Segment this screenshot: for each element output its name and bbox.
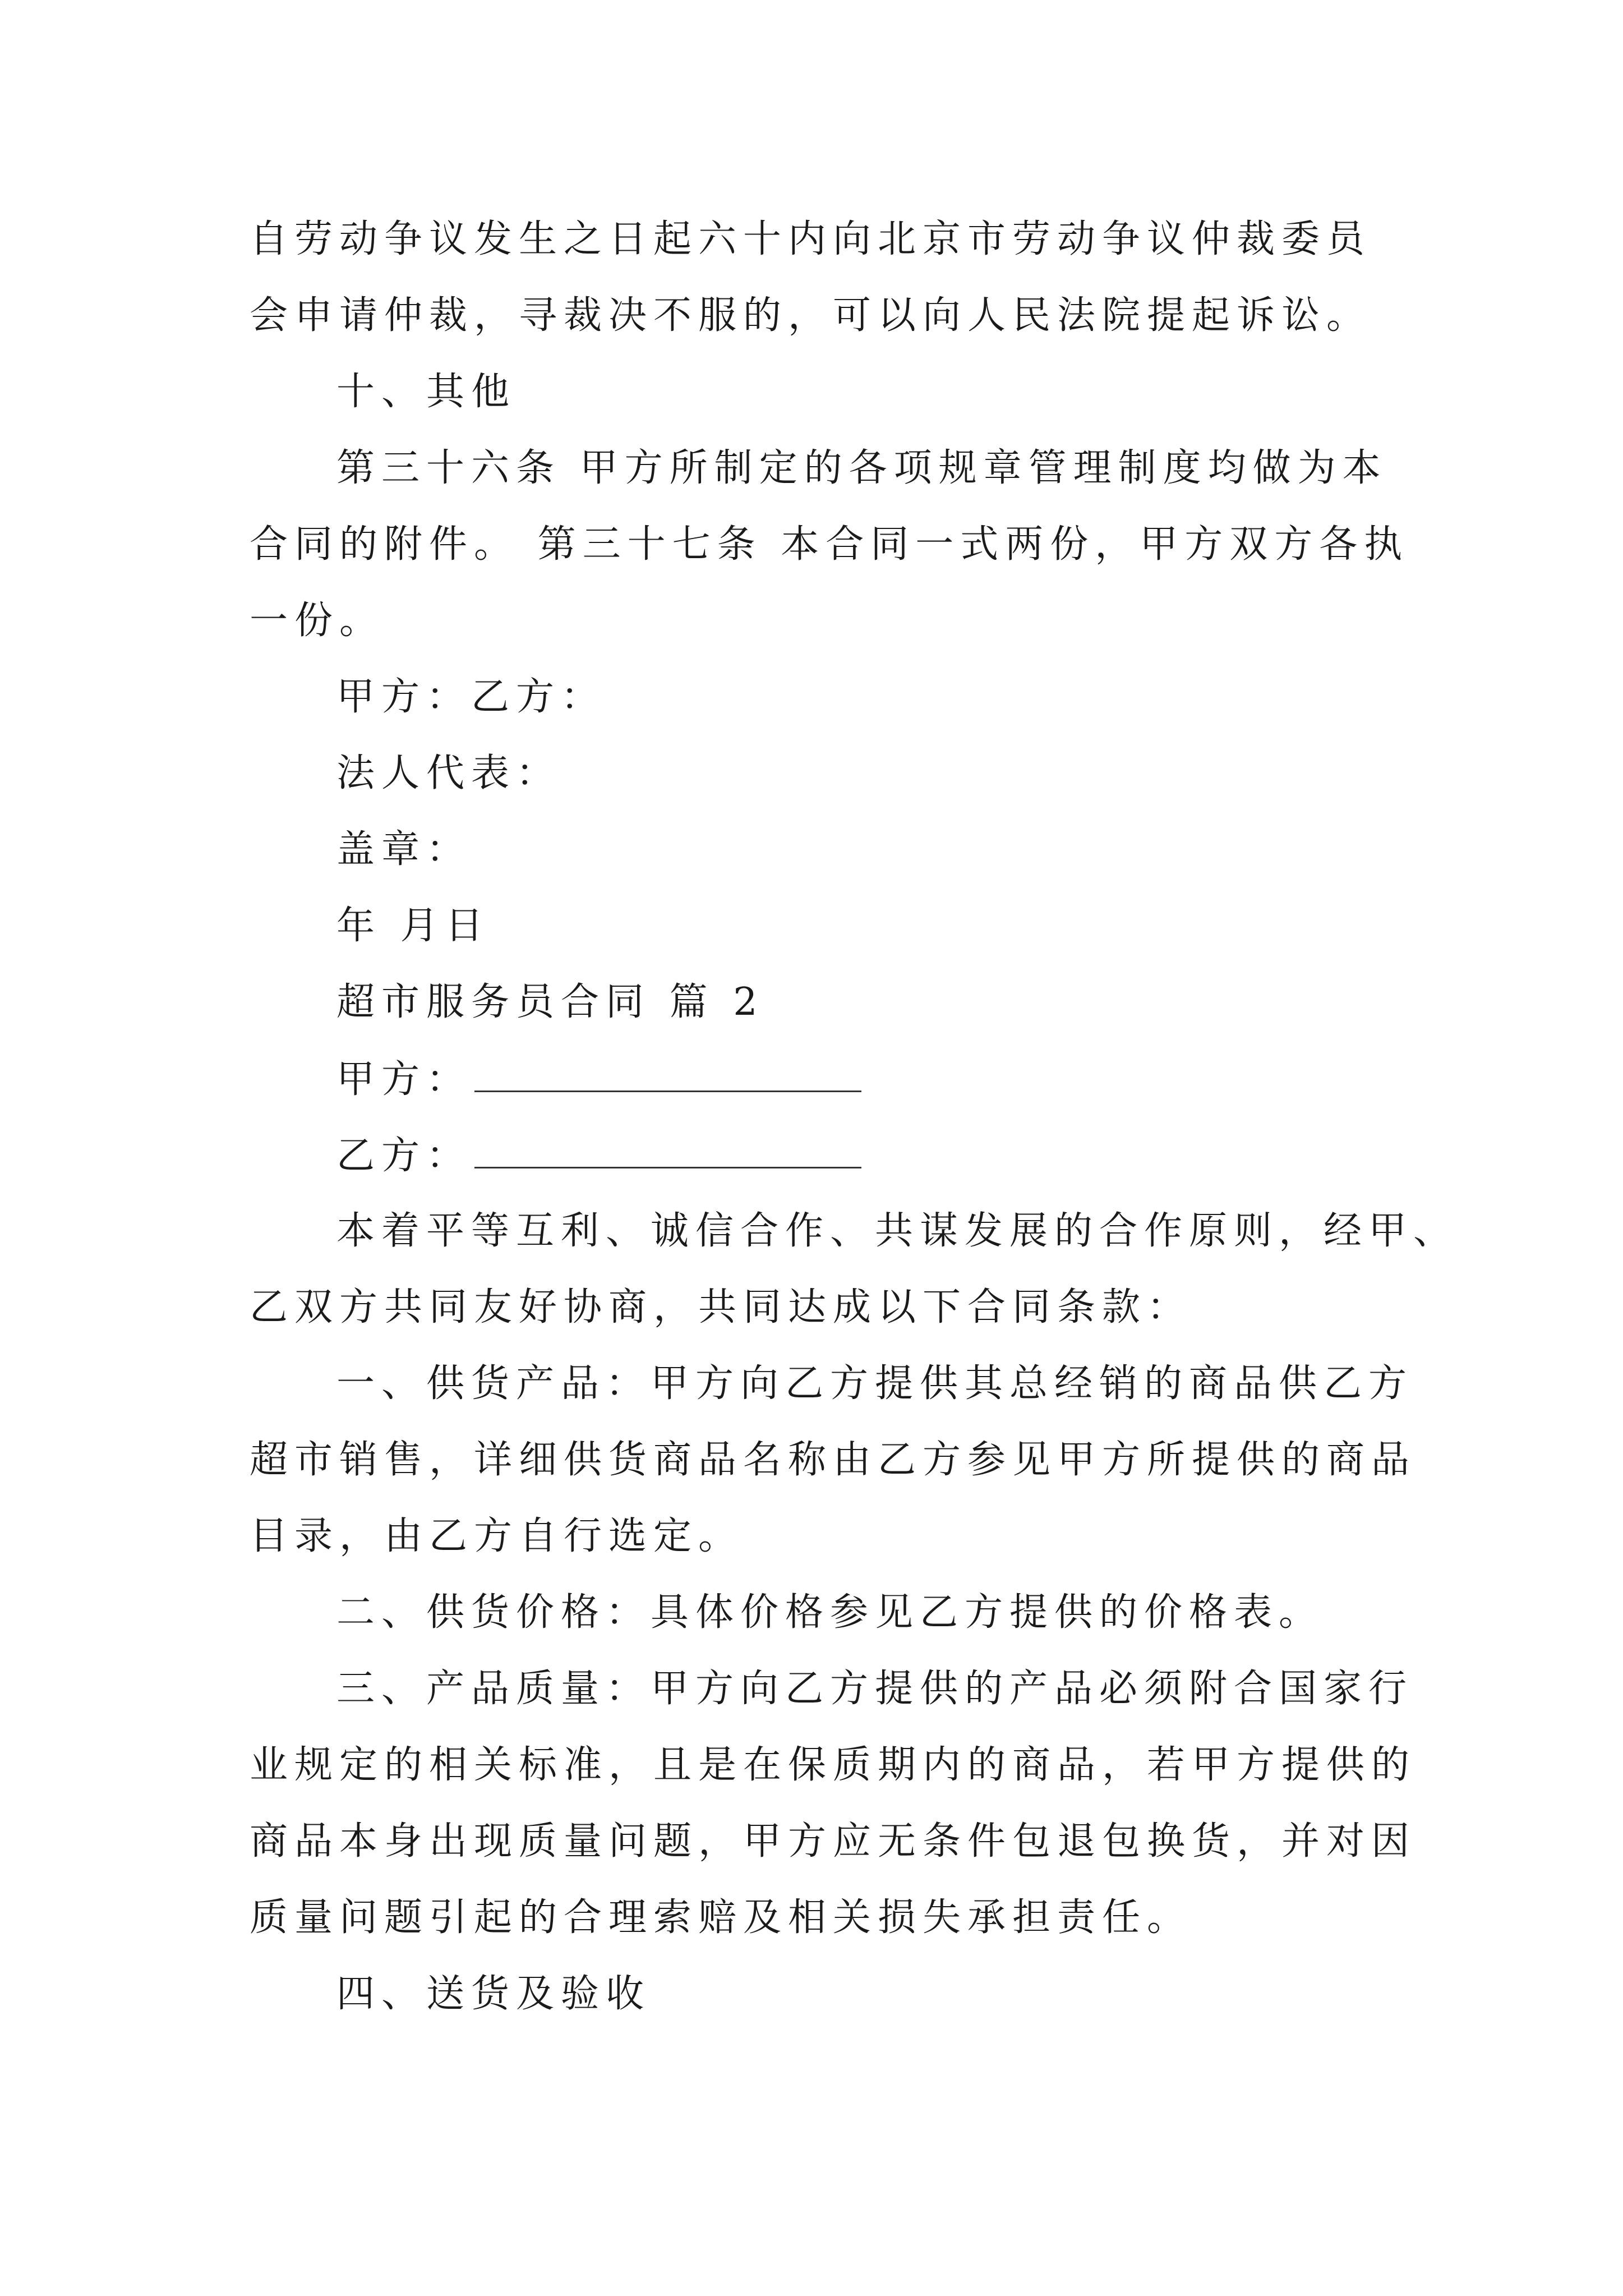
party-b-line: [336, 1130, 861, 1181]
paragraph-line: 一份。: [250, 599, 385, 643]
clause-line: 业规定的相关标准，且是在保质期内的商品，若甲方提供的: [250, 1743, 1417, 1787]
clause-heading: 四、送货及验收: [336, 1972, 651, 2016]
party-b-blank: [474, 1130, 861, 1168]
contract-title: 超市服务员合同 篇 2: [336, 980, 764, 1024]
paragraph-line: 本着平等互利、诚信合作、共谋发展的合作原则，经甲、: [336, 1209, 1459, 1253]
clause-line: 质量问题引起的合理索赔及相关损失承担责任。: [250, 1895, 1192, 1940]
party-a-line: [336, 1053, 861, 1105]
signature-line: 盖章：: [336, 827, 472, 872]
clause-line: 超市销售，详细供货商品名称由乙方参见甲方所提供的商品: [250, 1438, 1417, 1482]
clause-line: 一、供货产品：甲方向乙方提供其总经销的商品供乙方: [336, 1361, 1414, 1406]
paragraph-line: 自劳动争议发生之日起六十内向北京市劳动争议仲裁委员: [250, 217, 1372, 261]
signature-line: 甲方：乙方：: [336, 675, 606, 719]
paragraph-line: 合同的附件。 第三十七条 本合同一式两份，甲方双方各执: [250, 522, 1409, 567]
clause-line: 商品本身出现质量问题，甲方应无条件包退包换货，并对因: [250, 1819, 1417, 1864]
clause-line: 三、产品质量：甲方向乙方提供的产品必须附合国家行: [336, 1667, 1414, 1711]
section-heading: 十、其他: [336, 370, 517, 414]
paragraph-line: 会申请仲裁，寻裁决不服的，可以向人民法院提起诉讼。: [250, 293, 1372, 338]
signature-line: 法人代表：: [336, 751, 561, 795]
party-a-blank: [474, 1053, 861, 1092]
paragraph-line: 乙双方共同友好协商，共同达成以下合同条款：: [250, 1285, 1192, 1329]
clause-line: 二、供货价格：具体价格参见乙方提供的价格表。: [336, 1590, 1324, 1635]
date-line: 年 月日: [336, 904, 490, 948]
party-b-label: 乙方：: [336, 1134, 472, 1178]
party-a-label: 甲方：: [336, 1057, 472, 1102]
clause-line: 目录，由乙方自行选定。: [250, 1514, 744, 1558]
paragraph-line: 第三十六条 甲方所制定的各项规章管理制度均做为本: [336, 446, 1387, 490]
